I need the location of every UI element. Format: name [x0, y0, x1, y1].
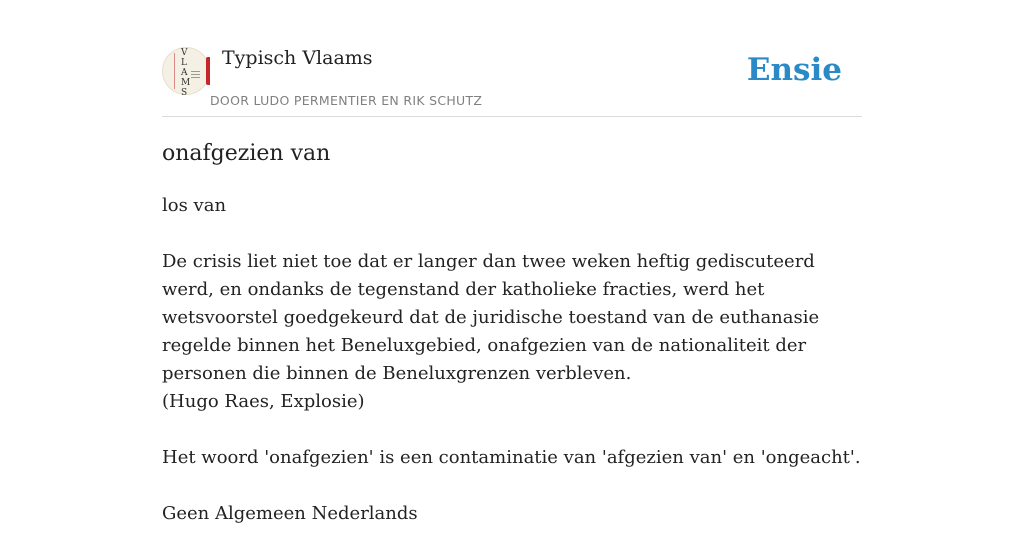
entry-body [162, 192, 862, 556]
book-header [162, 0, 862, 117]
cover-letter: V [181, 48, 188, 58]
cover-letter: L [181, 58, 187, 68]
ensie-logo[interactable]: Ensie [746, 52, 842, 88]
book-title[interactable]: Typisch Vlaams [222, 47, 373, 69]
entry-title: onafgezien van [162, 141, 331, 166]
cover-letter: S [181, 88, 188, 98]
cover-letter: M [181, 78, 191, 88]
cover-rule [174, 53, 175, 89]
entry-note: Het woord 'onafgezien' is een contaminatie van 'afgezien van' en 'ongeacht'. [162, 447, 861, 468]
entry-definition: los van [162, 195, 227, 216]
cover-text-line [191, 74, 200, 75]
book-authors: DOOR LUDO PERMENTIER EN RIK SCHUTZ [210, 93, 483, 108]
entry-footer-partial: Geen Algemeen Nederlands [162, 503, 418, 524]
page [162, 0, 862, 524]
book-cover-icon[interactable] [162, 47, 210, 98]
cover-text-line [191, 77, 200, 78]
cover-text-line [191, 71, 200, 72]
cover-letter: A [181, 68, 188, 78]
cover-red-edge [206, 57, 210, 85]
entry-example-source: (Hugo Raes, Explosie) [162, 391, 365, 412]
entry-example: De crisis liet niet toe dat er langer dan twee weken heftig gediscuteerd werd, en ondanks de tegenstand der katholieke fracties, werd het wetsvoorstel goedgekeurd dat de juridische toestand van de euthanasie regelde binnen het Beneluxgebied, onafgezien van de nationaliteit der personen die binnen de Beneluxgrenzen verbleven. [162, 251, 820, 384]
